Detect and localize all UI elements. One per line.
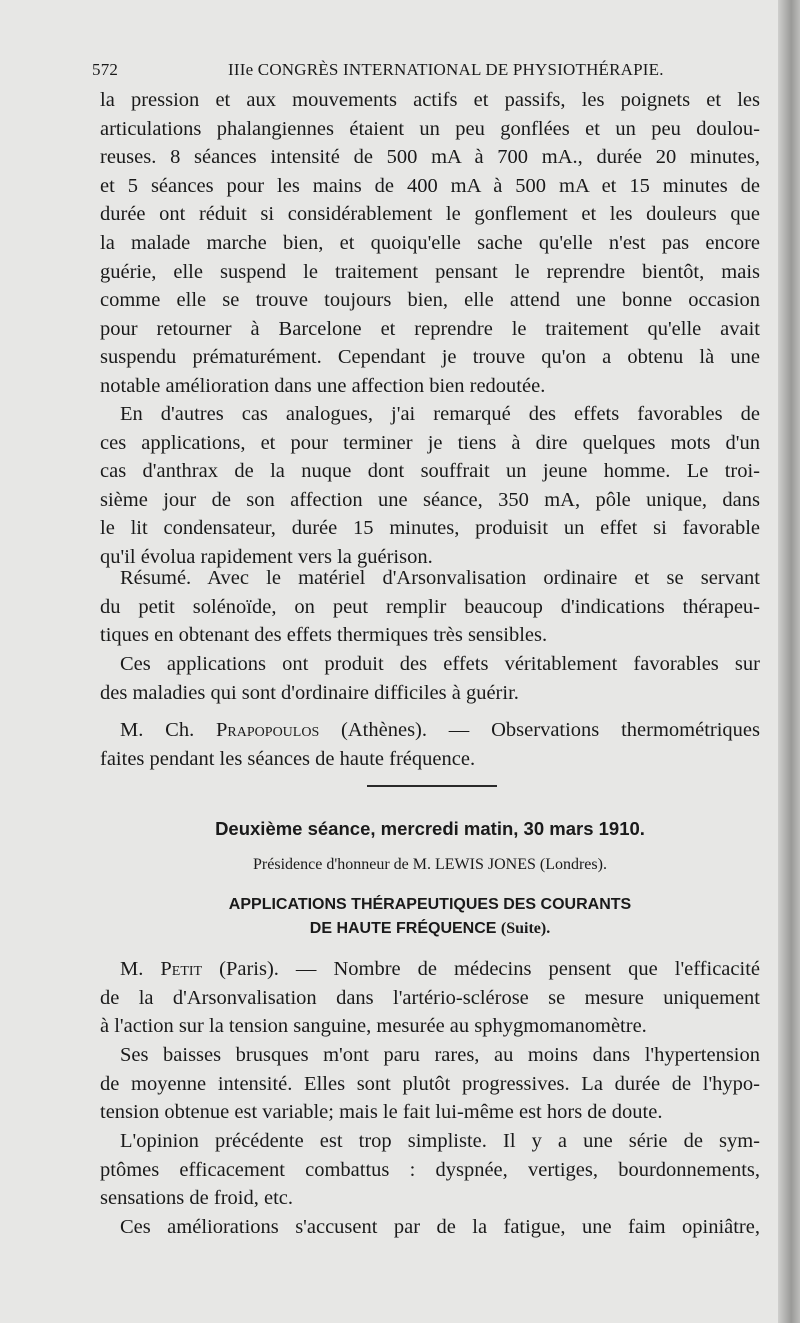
text-line: pour retourner à Barcelone et reprendre le traitement qu'elle avait [100, 317, 760, 340]
text-line: tension obtenue est variable; mais le fait lui-même est hors de doute. [100, 1101, 663, 1124]
presidence-line: Présidence d'honneur de M. LEWIS JONES (Londres). [253, 856, 607, 873]
text-line: qu'il évolua rapidement vers la guérison. [100, 545, 433, 568]
speaker-name: Prapopoulos [216, 719, 320, 741]
text-line: tiques en obtenant des effets thermiques très sensibles. [100, 624, 548, 647]
text-line: ces applications, et pour terminer je tiens à dire quelques mots d'un [100, 431, 760, 454]
text-line: Ses baisses brusques m'ont paru rares, au moins dans l'hypertension [120, 1044, 760, 1066]
text-line: la pression et aux mouvements actifs et passifs, les poignets et les [100, 89, 760, 111]
section-heading [100, 893, 760, 941]
text-line: En d'autres cas analogues, j'ai remarqué des effets favorables de [120, 403, 760, 425]
text-line: articulations phalangiennes étaient un peu gonflées et un peu doulou- [100, 117, 760, 140]
section-divider [367, 785, 497, 787]
text-line: sensations de froid, etc. [100, 1187, 293, 1210]
speaker-prefix: M. Ch. [120, 719, 217, 741]
text-line: Ces améliorations s'accusent par de la fatigue, une faim opiniâtre, [120, 1216, 760, 1238]
running-title: IIIe CONGRÈS INTERNATIONAL DE PHYSIOTHÉRAPIE. [228, 60, 664, 79]
text-line: à l'action sur la tension sanguine, mesurée au sphygmomanomètre. [100, 1015, 647, 1038]
section-heading-text: DE HAUTE FRÉQUENCE [309, 920, 497, 937]
session-title: Deuxième séance, mercredi matin, 30 mars 1910. [215, 818, 645, 839]
text-line: faites pendant les séances de haute fréquence. [100, 747, 476, 770]
text-line: le lit condensateur, durée 15 minutes, produisit un effet si favorable [100, 517, 760, 540]
text-fragment: (Paris). — Nombre de médecins pensent que l'efficacité [202, 958, 760, 980]
speaker-prefix: M. [120, 958, 161, 980]
section-heading-line1: APPLICATIONS THÉRAPEUTIQUES DES COURANTS [228, 896, 632, 913]
paragraph-6 [100, 955, 760, 1041]
text-line: notable amélioration dans une affection bien redoutée. [100, 374, 546, 397]
paragraph-5 [100, 716, 760, 773]
text-line: reuses. 8 séances intensité de 500 mA à 700 mA., durée 20 minutes, [100, 146, 760, 169]
text-line: la malade marche bien, et quoiqu'elle sache qu'elle n'est pas encore [100, 231, 760, 254]
text-line: suspendu prématurément. Cependant je trouve qu'on a obtenu là une [100, 346, 760, 369]
text-line: du petit solénoïde, on peut remplir beaucoup d'indications thérapeu- [100, 595, 760, 618]
paragraph-4 [100, 650, 760, 707]
section-heading-suite: (Suite). [500, 920, 551, 937]
page-number: 572 [92, 60, 119, 79]
text-line [100, 955, 760, 984]
text-line: de moyenne intensité. Elles sont plutôt progressives. La durée de l'hypo- [100, 1072, 760, 1095]
speaker-name: Petit [160, 958, 203, 980]
page-header [92, 60, 764, 84]
paragraph-2 [100, 400, 760, 572]
text-line: L'opinion précédente est trop simpliste. Il y a une série de sym- [120, 1130, 760, 1152]
page-edge [778, 0, 800, 1323]
text-line: comme elle se trouve toujours bien, elle attend une bonne occasion [100, 289, 760, 312]
text-line: sième jour de son affection une séance, 350 mA, pôle unique, dans [100, 488, 760, 511]
text-fragment: (Athènes). — Observations thermométriques [319, 719, 760, 741]
text-line: guérie, elle suspend le traitement pensant le reprendre bientôt, mais [100, 260, 760, 283]
text-line: ptômes efficacement combattus : dyspnée, vertiges, bourdonnements, [100, 1158, 760, 1181]
text-line: des maladies qui sont d'ordinaire difficiles à guérir. [100, 681, 519, 704]
text-line: Ces applications ont produit des effets véritablement favorables sur [120, 653, 760, 675]
section-heading-line2 [100, 917, 760, 941]
text-line [100, 716, 760, 745]
text-line: et 5 séances pour les mains de 400 mA à 500 mA et 15 minutes de [100, 174, 760, 197]
text-line: cas d'anthrax de la nuque dont souffrait un jeune homme. Le troi- [100, 460, 760, 483]
paragraph-1 [100, 86, 760, 401]
text-line: Résumé. Avec le matériel d'Arsonvalisation ordinaire et se servant [120, 567, 760, 589]
text-line: durée ont réduit si considérablement le gonflement et les douleurs que [100, 203, 760, 226]
text-line: de la d'Arsonvalisation dans l'artério-sclérose se mesure uniquement [100, 986, 760, 1009]
paragraph-9 [100, 1213, 760, 1242]
paragraph-3 [100, 564, 760, 650]
paragraph-7 [100, 1041, 760, 1127]
paragraph-8 [100, 1127, 760, 1213]
